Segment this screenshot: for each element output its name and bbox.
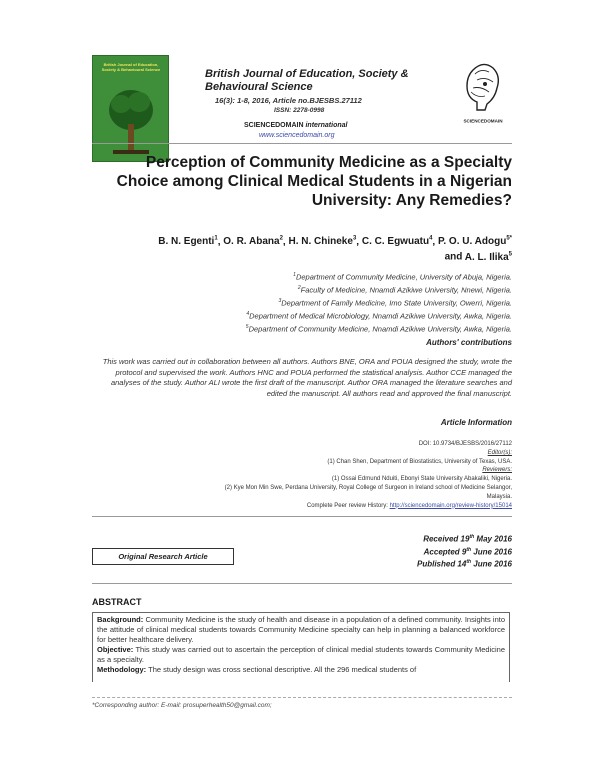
journal-name: British Journal of Education, Society & Behavioural Science (205, 68, 409, 93)
reviewer-entry: (1) Ossai Edmund Nduiti, Ebonyi State University Abakaliki, Nigeria. (331, 476, 512, 483)
editor-entry: (1) Chan Shen, Department of Biostatistics, University of Texas, USA. (327, 458, 512, 465)
corresponding-author-footnote: *Corresponding author: E-mail: prosuperhealth50@gmail.com; (92, 702, 272, 709)
affiliation: $^5$Department of Community Medicine, Nnamdi Azikiwe University, Awka, Nigeria. (245, 324, 512, 334)
author: H. N. Chineke$^3$ (288, 236, 357, 248)
article-info (100, 440, 512, 510)
header-divider (92, 143, 512, 144)
peer-review-history: Complete Peer review History: http://sciencedomain.org/review-history/15014 (306, 502, 512, 509)
logo-label: SCIENCEDOMAIN (463, 118, 503, 124)
journal-issn: ISSN: 2278-0998 (274, 107, 325, 114)
footnote-divider (92, 697, 512, 698)
author: O. R. Abana$^2$ (223, 236, 283, 248)
journal-cover (92, 55, 169, 162)
contributions-heading: Authors' contributions (426, 338, 512, 347)
article-dates (300, 532, 512, 570)
author: A. L. Ilika$^5$ (464, 251, 512, 263)
accepted-date: Accepted 9th June 2016 (423, 546, 512, 557)
abstract-background: Background: Community Medicine is the study of health and disease in a population of a defined community. Insights into the attitude of clinical medical students towards Community Medicine specialty can help in planning a balanced workforce for better healthcare delivery. (97, 615, 505, 644)
abstract-objective: Objective: This study was carried out to ascertain the perception of clinical medial students towards Community Medicine as a specialty. (97, 645, 505, 664)
author: B. N. Egenti$^1$ (158, 236, 218, 248)
published-date: Published 14th June 2016 (416, 559, 512, 569)
article-type-badge: Original Research Article (92, 548, 234, 565)
publisher-name: SCIENCEDOMAIN (244, 122, 304, 129)
journal-website-link[interactable]: www.sciencedomain.org (259, 132, 335, 139)
author: C. C. Egwuatu$^4$ (361, 236, 433, 248)
info-divider (92, 516, 512, 517)
peer-review-link[interactable]: http://sciencedomain.org/review-history/15014 (389, 502, 512, 509)
affiliation: $^2$Faculty of Medicine, Nnamdi Azikiwe University, Nnewi, Nigeria. (297, 285, 512, 295)
journal-issue: 16(3): 1-8, 2016, Article no.BJESBS.27112 (215, 96, 362, 105)
received-date: Received 19th May 2016 (423, 534, 512, 544)
publisher-logo-icon (455, 58, 511, 128)
affiliation: $^1$Department of Community Medicine, University of Abuja, Nigeria. (293, 272, 512, 282)
abstract-methodology: Methodology: The study design was cross sectional descriptive. All the 296 medical students of (97, 665, 417, 674)
abstract-heading: ABSTRACT (92, 597, 142, 607)
reviewer-entry: Malaysia. (486, 493, 512, 500)
affiliation: $^4$Department of Medical Microbiology, Nnamdi Azikiwe University, Awka, Nigeria. (246, 311, 512, 321)
publisher-suffix: international (305, 122, 348, 129)
reviewers-label: Reviewers: (482, 467, 512, 474)
doi: DOI: 10.9734/BJESBS/2016/27112 (418, 441, 512, 447)
editors-label: Editor(s): (487, 449, 512, 456)
publisher (244, 122, 347, 129)
cover-title: British Journal of Education, Society & Behavioural Science (101, 62, 161, 72)
author-list: B. N. Egenti$^1$, O. R. Abana$^2$, H. N. Chineke$^3$, C. C. Egwuatu$^4$, P. O. U. Adogu$^{5*}$ and A. L. Ilika$^5$ (158, 236, 512, 263)
author: P. O. U. Adogu$^{5*}$ (437, 236, 512, 248)
contributions-text: This work was carried out in collaboration between all authors. Authors BNE, ORA and POUA designed the study, wrote the protocol and supervised the work. Authors HNC and POUA performed the statistical analysis. Author CCE managed the analyses of the study. Author ALI wrote the first draft of the manuscript. Author ORA managed the literature searches and edited the manuscript. All authors read and approved the final manuscript. (102, 357, 512, 398)
tree-icon (107, 86, 155, 156)
affiliations (150, 270, 512, 335)
dates-divider (92, 583, 512, 584)
reviewer-entry: (2) Kye Mon Min Swe, Perdana University, Royal College of Surgeon in Ireland school of Medicine Selangor, (224, 484, 512, 491)
article-info-heading: Article Information (440, 418, 512, 427)
affiliation: $^3$Department of Family Medicine, Imo State University, Owerri, Nigeria. (278, 298, 512, 308)
abstract-box (92, 612, 510, 682)
article-title: Perception of Community Medicine as a Specialty Choice among Clinical Medical Students in a Nigerian University: Any Remedies? (116, 154, 512, 209)
